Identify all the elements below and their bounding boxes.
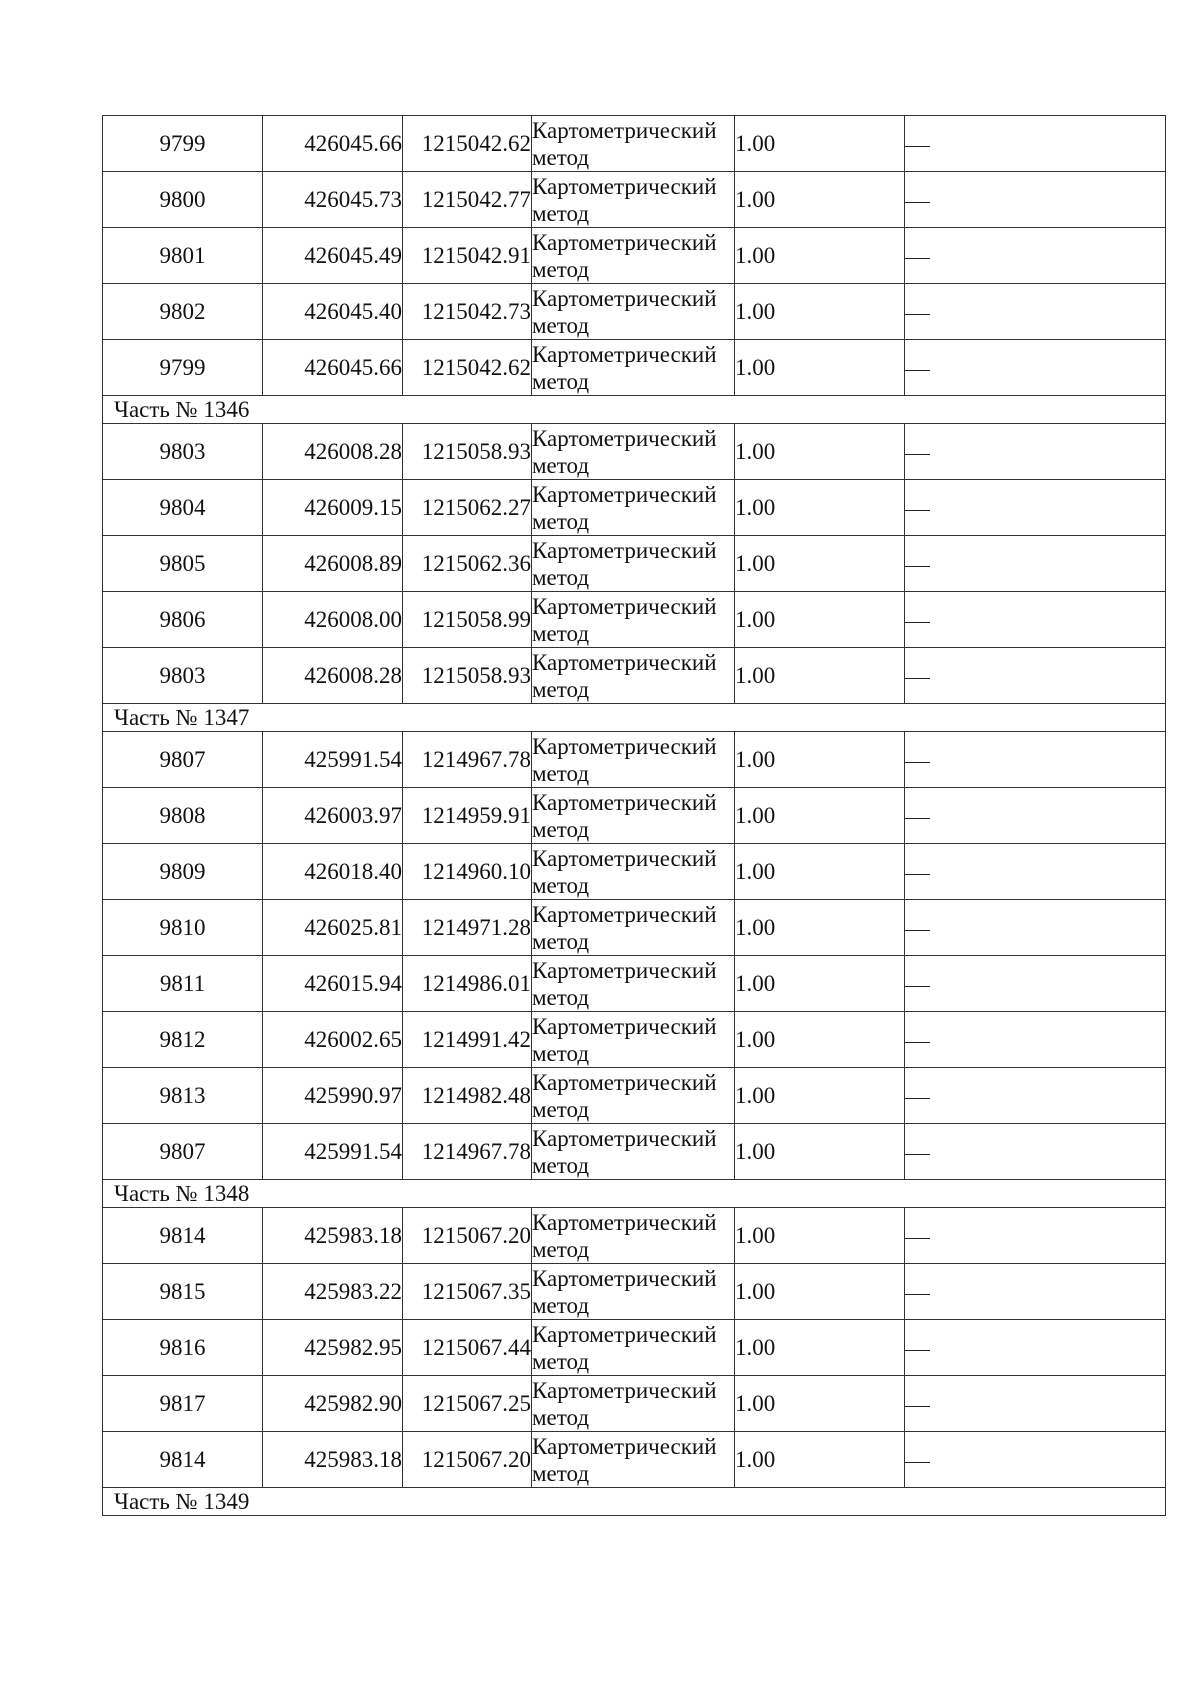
accuracy-cell: 1.00	[735, 536, 905, 592]
description-cell	[905, 844, 1166, 900]
method-line-2: метод	[532, 760, 590, 786]
coord-x-cell: 426045.66	[263, 116, 403, 172]
description-cell	[905, 424, 1166, 480]
method-cell	[532, 788, 735, 844]
part-header-row	[103, 704, 1166, 732]
coord-x-cell: 425982.95	[263, 1320, 403, 1376]
method-line-1: Картометрический	[532, 1321, 717, 1347]
point-number-cell: 9805	[103, 536, 263, 592]
table-row	[103, 172, 1166, 228]
coord-y-cell: 1215062.36	[403, 536, 532, 592]
table-row	[103, 732, 1166, 788]
method-line-1: Картометрический	[532, 425, 717, 451]
em-dash	[905, 1238, 930, 1239]
coord-x-cell: 426045.40	[263, 284, 403, 340]
method-line-2: метод	[532, 256, 590, 282]
em-dash	[905, 510, 930, 511]
description-cell	[905, 788, 1166, 844]
em-dash	[905, 566, 930, 567]
method-cell	[532, 1068, 735, 1124]
point-number-cell: 9799	[103, 116, 263, 172]
method-cell	[532, 480, 735, 536]
point-number-cell: 9803	[103, 648, 263, 704]
coord-y-cell: 1214982.48	[403, 1068, 532, 1124]
coord-x-cell: 426008.00	[263, 592, 403, 648]
table-row	[103, 1068, 1166, 1124]
method-line-1: Картометрический	[532, 537, 717, 563]
table-row	[103, 116, 1166, 172]
coord-y-cell: 1215067.20	[403, 1432, 532, 1488]
accuracy-cell: 1.00	[735, 1264, 905, 1320]
description-cell	[905, 1012, 1166, 1068]
part-header-row	[103, 1488, 1166, 1516]
part-header-row	[103, 396, 1166, 424]
description-cell	[905, 1264, 1166, 1320]
method-cell	[532, 1320, 735, 1376]
method-cell	[532, 592, 735, 648]
point-number-cell: 9804	[103, 480, 263, 536]
point-number-cell: 9807	[103, 1124, 263, 1180]
description-cell	[905, 340, 1166, 396]
description-cell	[905, 732, 1166, 788]
point-number-cell: 9808	[103, 788, 263, 844]
method-line-1: Картометрический	[532, 789, 717, 815]
accuracy-cell: 1.00	[735, 284, 905, 340]
coord-y-cell: 1214991.42	[403, 1012, 532, 1068]
accuracy-cell: 1.00	[735, 788, 905, 844]
method-cell	[532, 340, 735, 396]
point-number-cell: 9810	[103, 900, 263, 956]
coord-y-cell: 1215058.93	[403, 648, 532, 704]
method-line-2: метод	[532, 452, 590, 478]
point-number-cell: 9813	[103, 1068, 263, 1124]
description-cell	[905, 536, 1166, 592]
coord-y-cell: 1214967.78	[403, 732, 532, 788]
table-row	[103, 1124, 1166, 1180]
method-line-2: метод	[532, 928, 590, 954]
accuracy-cell: 1.00	[735, 732, 905, 788]
coord-x-cell: 426008.89	[263, 536, 403, 592]
description-cell	[905, 1376, 1166, 1432]
coordinates-table-body	[103, 116, 1166, 1516]
description-cell	[905, 228, 1166, 284]
point-number-cell: 9801	[103, 228, 263, 284]
point-number-cell: 9806	[103, 592, 263, 648]
method-line-2: метод	[532, 1236, 590, 1262]
description-cell	[905, 1320, 1166, 1376]
accuracy-cell: 1.00	[735, 1012, 905, 1068]
coord-y-cell: 1215042.73	[403, 284, 532, 340]
accuracy-cell: 1.00	[735, 116, 905, 172]
method-line-1: Картометрический	[532, 173, 717, 199]
coord-x-cell: 426045.73	[263, 172, 403, 228]
method-cell	[532, 648, 735, 704]
method-cell	[532, 900, 735, 956]
accuracy-cell: 1.00	[735, 1320, 905, 1376]
method-line-1: Картометрический	[532, 845, 717, 871]
method-line-1: Картометрический	[532, 341, 717, 367]
table-row	[103, 228, 1166, 284]
table-row	[103, 900, 1166, 956]
point-number-cell: 9814	[103, 1208, 263, 1264]
table-row	[103, 536, 1166, 592]
coord-y-cell: 1215058.99	[403, 592, 532, 648]
accuracy-cell: 1.00	[735, 592, 905, 648]
point-number-cell: 9812	[103, 1012, 263, 1068]
method-line-2: метод	[532, 1404, 590, 1430]
description-cell	[905, 116, 1166, 172]
accuracy-cell: 1.00	[735, 480, 905, 536]
coord-y-cell: 1215067.35	[403, 1264, 532, 1320]
coord-y-cell: 1214971.28	[403, 900, 532, 956]
coord-x-cell: 425991.54	[263, 732, 403, 788]
em-dash	[905, 1098, 930, 1099]
point-number-cell: 9803	[103, 424, 263, 480]
coord-x-cell: 426015.94	[263, 956, 403, 1012]
em-dash	[905, 1154, 930, 1155]
method-line-2: метод	[532, 1096, 590, 1122]
method-line-1: Картометрический	[532, 733, 717, 759]
method-line-2: метод	[532, 200, 590, 226]
table-row	[103, 284, 1166, 340]
em-dash	[905, 202, 930, 203]
method-line-1: Картометрический	[532, 229, 717, 255]
method-line-1: Картометрический	[532, 1125, 717, 1151]
table-row	[103, 1320, 1166, 1376]
coord-x-cell: 425983.18	[263, 1432, 403, 1488]
accuracy-cell: 1.00	[735, 172, 905, 228]
method-cell	[532, 1376, 735, 1432]
table-row	[103, 1432, 1166, 1488]
method-line-1: Картометрический	[532, 481, 717, 507]
coord-y-cell: 1215042.77	[403, 172, 532, 228]
method-cell	[532, 844, 735, 900]
em-dash	[905, 622, 930, 623]
table-row	[103, 788, 1166, 844]
table-row	[103, 1208, 1166, 1264]
method-line-2: метод	[532, 1460, 590, 1486]
em-dash	[905, 146, 930, 147]
part-label: Часть № 1347	[103, 704, 1166, 732]
coord-x-cell: 425991.54	[263, 1124, 403, 1180]
method-line-1: Картометрический	[532, 649, 717, 675]
description-cell	[905, 1124, 1166, 1180]
method-cell	[532, 1432, 735, 1488]
em-dash	[905, 818, 930, 819]
accuracy-cell: 1.00	[735, 424, 905, 480]
method-line-2: метод	[532, 508, 590, 534]
em-dash	[905, 454, 930, 455]
coord-y-cell: 1214960.10	[403, 844, 532, 900]
method-cell	[532, 284, 735, 340]
em-dash	[905, 1042, 930, 1043]
em-dash	[905, 370, 930, 371]
method-cell	[532, 424, 735, 480]
coord-y-cell: 1215067.25	[403, 1376, 532, 1432]
coord-x-cell: 426003.97	[263, 788, 403, 844]
point-number-cell: 9800	[103, 172, 263, 228]
coord-x-cell: 425983.18	[263, 1208, 403, 1264]
table-row	[103, 424, 1166, 480]
part-label: Часть № 1348	[103, 1180, 1166, 1208]
coord-x-cell: 426025.81	[263, 900, 403, 956]
description-cell	[905, 956, 1166, 1012]
method-line-1: Картометрический	[532, 1013, 717, 1039]
description-cell	[905, 648, 1166, 704]
description-cell	[905, 1068, 1166, 1124]
coord-x-cell: 426008.28	[263, 648, 403, 704]
coord-x-cell: 425983.22	[263, 1264, 403, 1320]
table-row	[103, 956, 1166, 1012]
part-header-row	[103, 1180, 1166, 1208]
method-line-2: метод	[532, 1292, 590, 1318]
document-page	[102, 115, 1165, 1516]
description-cell	[905, 284, 1166, 340]
method-line-2: метод	[532, 564, 590, 590]
table-row	[103, 340, 1166, 396]
point-number-cell: 9802	[103, 284, 263, 340]
part-label: Часть № 1346	[103, 396, 1166, 424]
coord-y-cell: 1215058.93	[403, 424, 532, 480]
method-cell	[532, 172, 735, 228]
accuracy-cell: 1.00	[735, 1432, 905, 1488]
point-number-cell: 9817	[103, 1376, 263, 1432]
coord-x-cell: 425990.97	[263, 1068, 403, 1124]
part-label: Часть № 1349	[103, 1488, 1166, 1516]
coord-x-cell: 425982.90	[263, 1376, 403, 1432]
em-dash	[905, 1350, 930, 1351]
em-dash	[905, 258, 930, 259]
description-cell	[905, 900, 1166, 956]
em-dash	[905, 1294, 930, 1295]
method-line-2: метод	[532, 816, 590, 842]
method-line-1: Картометрический	[532, 1209, 717, 1235]
point-number-cell: 9811	[103, 956, 263, 1012]
coord-x-cell: 426045.49	[263, 228, 403, 284]
table-row	[103, 1012, 1166, 1068]
method-cell	[532, 956, 735, 1012]
method-line-2: метод	[532, 1152, 590, 1178]
method-cell	[532, 1012, 735, 1068]
point-number-cell: 9815	[103, 1264, 263, 1320]
accuracy-cell: 1.00	[735, 900, 905, 956]
em-dash	[905, 678, 930, 679]
method-cell	[532, 1124, 735, 1180]
method-line-1: Картометрический	[532, 593, 717, 619]
method-line-2: метод	[532, 144, 590, 170]
coord-y-cell: 1215062.27	[403, 480, 532, 536]
table-row	[103, 592, 1166, 648]
description-cell	[905, 172, 1166, 228]
method-cell	[532, 732, 735, 788]
method-line-2: метод	[532, 984, 590, 1010]
method-line-1: Картометрический	[532, 117, 717, 143]
point-number-cell: 9807	[103, 732, 263, 788]
description-cell	[905, 1432, 1166, 1488]
accuracy-cell: 1.00	[735, 648, 905, 704]
accuracy-cell: 1.00	[735, 1376, 905, 1432]
coord-x-cell: 426002.65	[263, 1012, 403, 1068]
em-dash	[905, 314, 930, 315]
accuracy-cell: 1.00	[735, 340, 905, 396]
method-line-1: Картометрический	[532, 1265, 717, 1291]
table-row	[103, 1376, 1166, 1432]
em-dash	[905, 762, 930, 763]
description-cell	[905, 1208, 1166, 1264]
em-dash	[905, 930, 930, 931]
coord-y-cell: 1215067.44	[403, 1320, 532, 1376]
method-line-1: Картометрический	[532, 957, 717, 983]
coord-x-cell: 426018.40	[263, 844, 403, 900]
accuracy-cell: 1.00	[735, 956, 905, 1012]
method-line-2: метод	[532, 1040, 590, 1066]
method-cell	[532, 116, 735, 172]
accuracy-cell: 1.00	[735, 1068, 905, 1124]
method-line-2: метод	[532, 312, 590, 338]
coord-y-cell: 1215042.91	[403, 228, 532, 284]
table-row	[103, 844, 1166, 900]
method-cell	[532, 536, 735, 592]
coord-y-cell: 1215067.20	[403, 1208, 532, 1264]
method-line-1: Картометрический	[532, 1069, 717, 1095]
accuracy-cell: 1.00	[735, 1208, 905, 1264]
method-line-1: Картометрический	[532, 1377, 717, 1403]
accuracy-cell: 1.00	[735, 1124, 905, 1180]
coordinates-table	[102, 115, 1166, 1516]
method-line-2: метод	[532, 620, 590, 646]
method-line-2: метод	[532, 1348, 590, 1374]
coord-x-cell: 426045.66	[263, 340, 403, 396]
point-number-cell: 9799	[103, 340, 263, 396]
accuracy-cell: 1.00	[735, 228, 905, 284]
coord-y-cell: 1214967.78	[403, 1124, 532, 1180]
method-cell	[532, 1208, 735, 1264]
em-dash	[905, 986, 930, 987]
method-line-1: Картометрический	[532, 1433, 717, 1459]
accuracy-cell: 1.00	[735, 844, 905, 900]
coord-x-cell: 426008.28	[263, 424, 403, 480]
method-line-2: метод	[532, 676, 590, 702]
coord-y-cell: 1214986.01	[403, 956, 532, 1012]
em-dash	[905, 874, 930, 875]
description-cell	[905, 480, 1166, 536]
method-cell	[532, 228, 735, 284]
table-row	[103, 480, 1166, 536]
method-line-1: Картометрический	[532, 285, 717, 311]
point-number-cell: 9814	[103, 1432, 263, 1488]
method-cell	[532, 1264, 735, 1320]
table-row	[103, 648, 1166, 704]
method-line-2: метод	[532, 872, 590, 898]
coord-x-cell: 426009.15	[263, 480, 403, 536]
coord-y-cell: 1214959.91	[403, 788, 532, 844]
coord-y-cell: 1215042.62	[403, 340, 532, 396]
coord-y-cell: 1215042.62	[403, 116, 532, 172]
method-line-2: метод	[532, 368, 590, 394]
point-number-cell: 9816	[103, 1320, 263, 1376]
point-number-cell: 9809	[103, 844, 263, 900]
method-line-1: Картометрический	[532, 901, 717, 927]
em-dash	[905, 1462, 930, 1463]
description-cell	[905, 592, 1166, 648]
table-row	[103, 1264, 1166, 1320]
em-dash	[905, 1406, 930, 1407]
